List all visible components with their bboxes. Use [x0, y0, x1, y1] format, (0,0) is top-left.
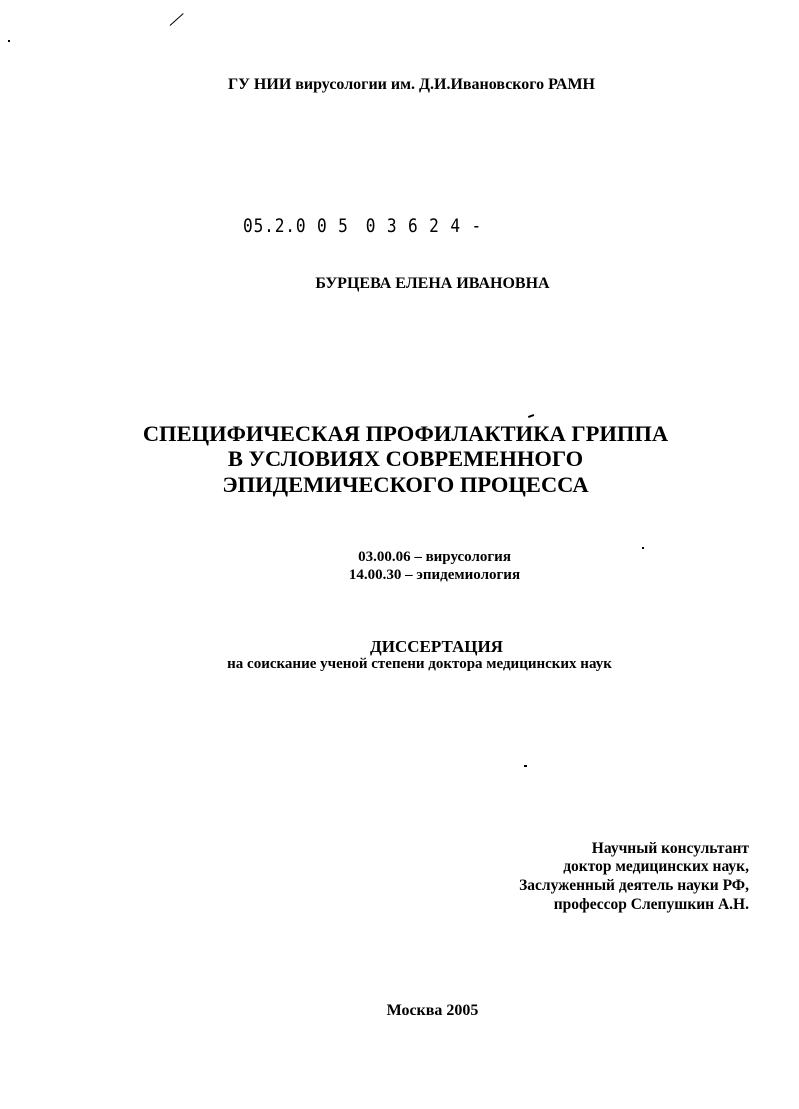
scan-speck [524, 765, 527, 767]
advisor-degree: доктор медицинских наук, [563, 858, 749, 875]
advisor-name: профессор Слепушкин А.Н. [553, 896, 749, 913]
advisor-honor: Заслуженный деятель науки РФ, [519, 877, 749, 894]
specialty-code-2: 14.00.30 – эпидемиология [348, 567, 521, 583]
dissertation-title-line-3: ЭПИДЕМИЧЕСКОГО ПРОЦЕССА [222, 472, 589, 497]
document-purpose: на соискание ученой степени доктора медицинских наук [227, 656, 612, 672]
scan-speck [8, 40, 10, 42]
institution-name: ГУ НИИ вирусологии им. Д.И.Ивановского РАМН [228, 76, 595, 93]
stamp-part-1: 05.2.0 0 5 [243, 215, 349, 237]
specialty-code-1: 03.00.06 – вирусология [358, 549, 511, 565]
title-accent-mark [528, 414, 534, 417]
dissertation-title-line-2: В УСЛОВИЯХ СОВРЕМЕННОГО [227, 446, 584, 471]
author-name: БУРЦЕВА ЕЛЕНА ИВАНОВНА [315, 275, 550, 292]
document-type: ДИССЕРТАЦИЯ [370, 637, 503, 656]
dissertation-title-line-1: СПЕЦИФИЧЕСКАЯ ПРОФИЛАКТИКА ГРИППА [142, 421, 669, 446]
archive-stamp [243, 215, 482, 237]
pen-mark [170, 13, 184, 26]
advisor-role: Научный консультант [591, 840, 749, 857]
city-and-year: Москва 2005 [386, 1002, 479, 1019]
stamp-part-2: 0 3 6 2 4 - [365, 215, 483, 237]
